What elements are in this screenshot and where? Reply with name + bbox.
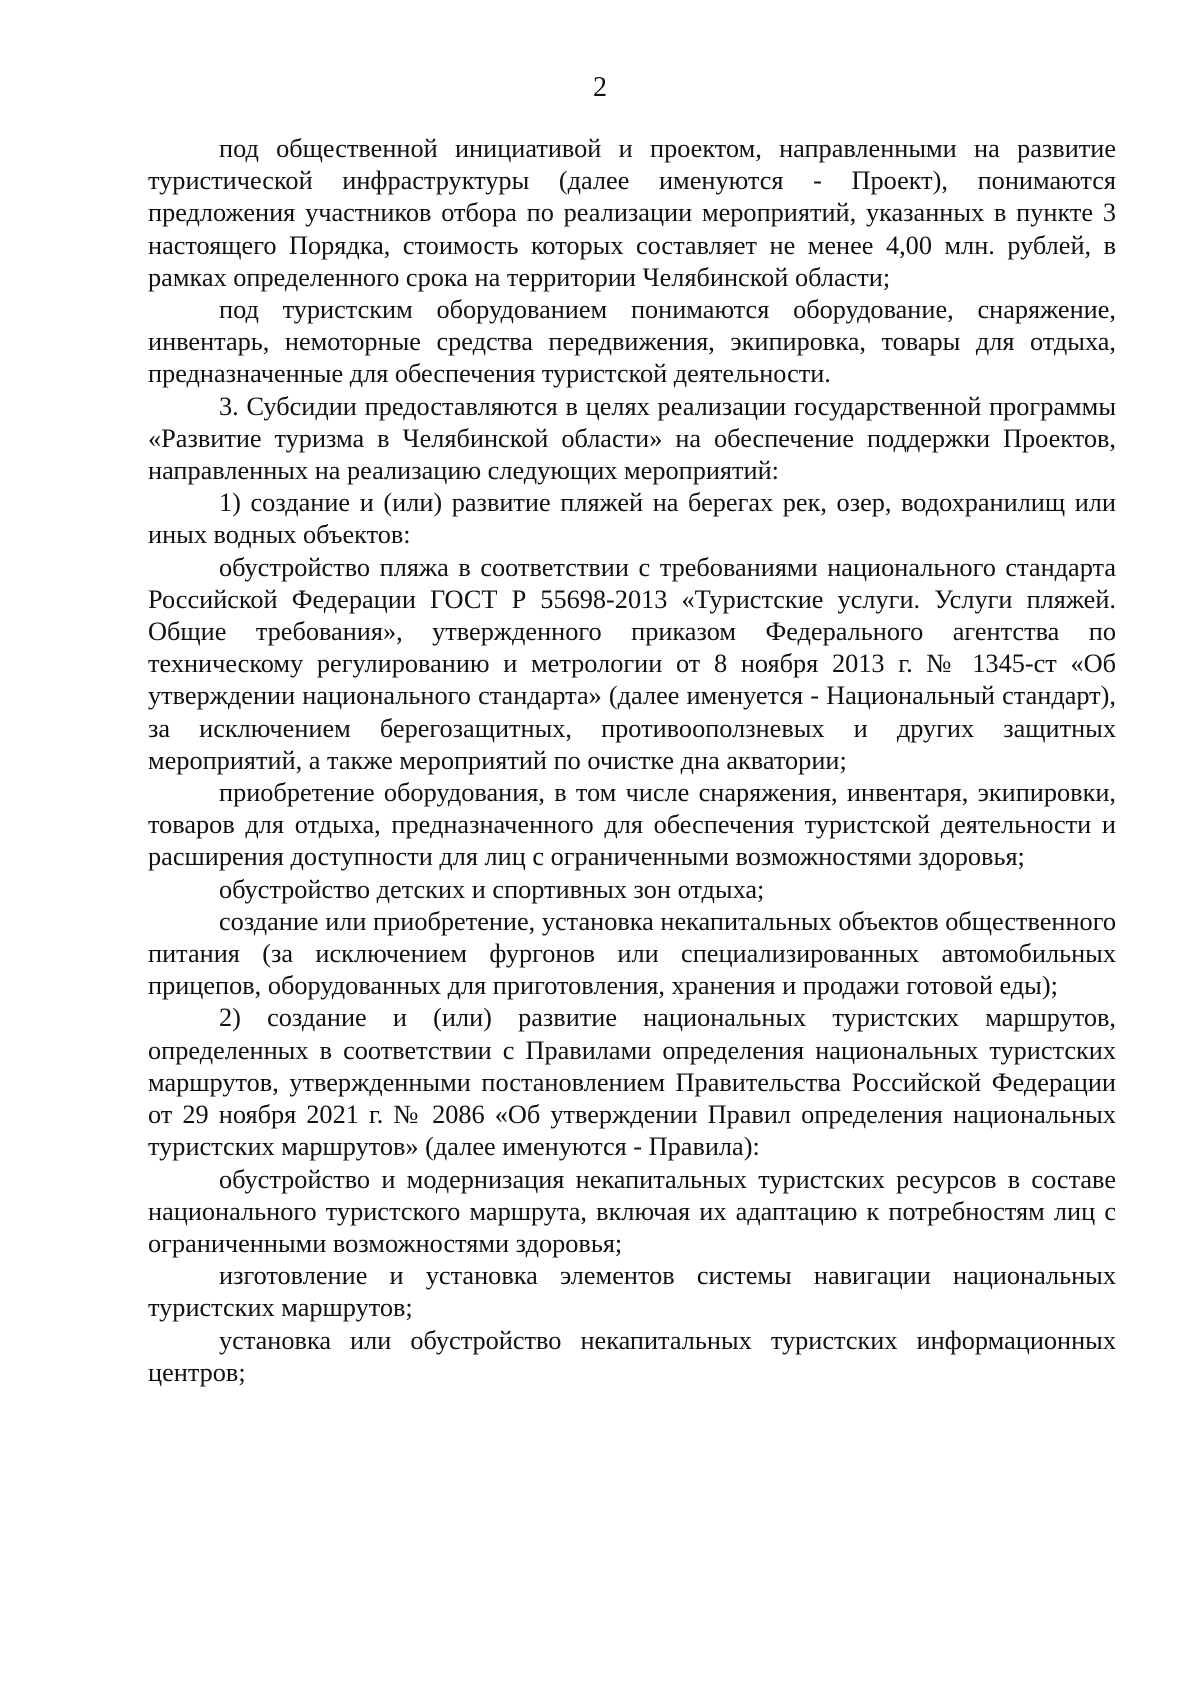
paragraph-recreation-zones: обустройство детских и спортивных зон отдыха; [219,874,765,904]
paragraph-route-resources: обустройство и модернизация некапитальных туристских ресурсов в составе национального туристского маршрута, включая их адаптацию к потребностям лиц с ограниченными возможностями здоровья; [148,1164,1116,1258]
paragraph-equipment-purchase: приобретение оборудования, в том числе снаряжения, инвентаря, экипировки, товаров для отдыха, предназначенного для обеспечения туристской деятельности и расширения доступности для лиц с ограниченными возможностями здоровья; [148,778,1116,872]
paragraph-navigation-system: изготовление и установка элементов системы навигации национальных туристских маршрутов; [148,1261,1116,1323]
paragraph-definition-equipment: под туристским оборудованием понимаются оборудование, снаряжение, инвентарь, немоторные средства передвижения, экипировка, товары для отдыха, предназначенные для обеспечения туристской деятельности. [148,295,1116,389]
paragraph-catering-objects: создание или приобретение, установка некапитальных объектов общественного питания (за исключением фургонов или специализированных автомобильных прицепов, оборудованных для приготовления, хранения и продажи готовой еды); [148,906,1116,1001]
paragraph-definition-project: под общественной инициативой и проектом, направленными на развитие туристической инфраструктуры (далее именуются - Проект), понимаются предложения участников отбора по реализации мероприятий, указанных в пункте 3 настоящего Порядка, стоимость которых составляет не менее 4,00 млн. рублей, в рамках определенного срока на территории Челябинской области; [148,134,1116,292]
paragraph-item-3-subsidies: 3. Субсидии предоставляются в целях реализации государственной программы «Развитие туризма в Челябинской области» на обеспечение поддержки Проектов, направленных на реализацию следующих мероприятий: [148,391,1116,486]
page-number: 2 [593,72,607,103]
paragraph-subitem-1-beaches: 1) создание и (или) развитие пляжей на берегах рек, озер, водохранилищ или иных водных объектов: [148,488,1116,550]
paragraph-beach-arrangement: обустройство пляжа в соответствии с требованиями национального стандарта Российской Федерации ГОСТ Р 55698-2013 «Туристские услуги. Услуги пляжей. Общие требования», утвержденного приказом Федерального агентства по техническому регулированию и метрологии от 8 ноября 2013 г. № 1345-ст «Об утверждении национального стандарта» (далее именуется - Национальный стандарт), за исключением берегозащитных, противооползневых и других защитных мероприятий, а также мероприятий по очистке дна акватории; [148,552,1116,775]
document-body [148,133,1116,1389]
paragraph-info-centers: установка или обустройство некапитальных туристских информационных центров; [148,1325,1116,1387]
paragraph-subitem-2-routes: 2) создание и (или) развитие национальных туристских маршрутов, определенных в соответствии с Правилами определения национальных туристских маршрутов, утвержденными постановлением Правительства Российской Федерации от 29 ноября 2021 г. № 2086 «Об утверждении Правил определения национальных туристских маршрутов» (далее именуются - Правила): [148,1003,1116,1162]
